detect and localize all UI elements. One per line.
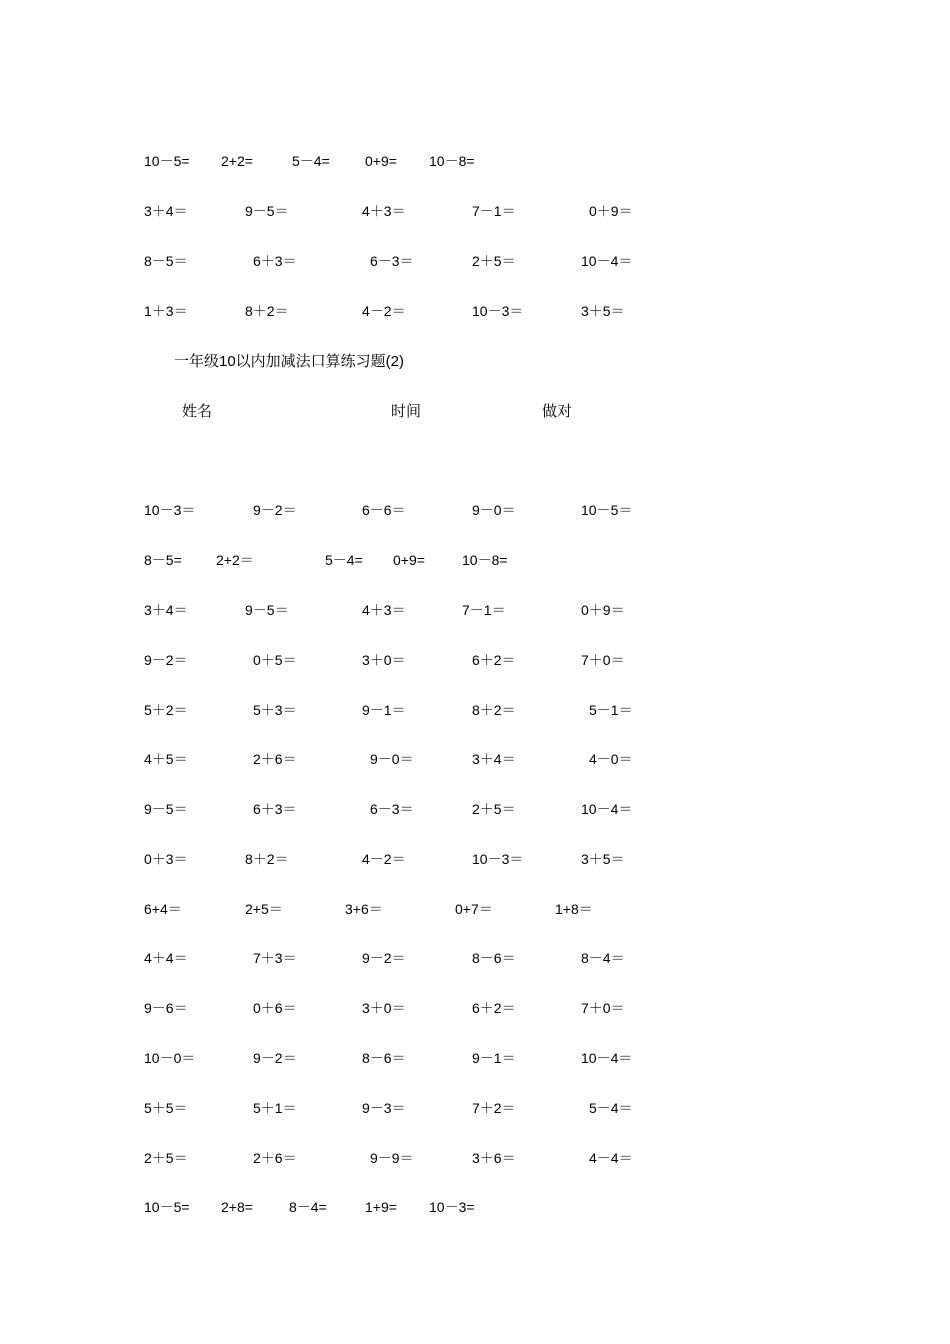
problem-item: 6－3＝ bbox=[370, 801, 414, 817]
problem-item: 10－3＝ bbox=[472, 303, 524, 319]
problem-item: 10－5＝ bbox=[581, 502, 633, 518]
problem-item: 4＋3＝ bbox=[362, 602, 406, 618]
problem-item: 7－1＝ bbox=[472, 203, 516, 219]
problem-item: 8－6＝ bbox=[362, 1050, 406, 1066]
problem-item: 9－1＝ bbox=[362, 702, 406, 718]
problem-item: 9－5＝ bbox=[245, 602, 289, 618]
problem-item: 9－2＝ bbox=[253, 1050, 297, 1066]
problem-item: 5＋1＝ bbox=[253, 1100, 297, 1116]
problem-item: 4－4＝ bbox=[589, 1150, 633, 1166]
problem-item: 4＋5＝ bbox=[144, 751, 188, 767]
problem-row bbox=[0, 249, 950, 273]
problem-item: 3＋0＝ bbox=[362, 1000, 406, 1016]
problem-item: 4＋3＝ bbox=[362, 203, 406, 219]
problem-row bbox=[0, 996, 950, 1020]
problem-item: 10－3＝ bbox=[144, 502, 196, 518]
problem-item: 0＋9＝ bbox=[589, 203, 633, 219]
problem-item: 6＋2＝ bbox=[472, 1000, 516, 1016]
problem-item: 0＋3＝ bbox=[144, 851, 188, 867]
problem-item: 9－3＝ bbox=[362, 1100, 406, 1116]
correct-count-label: 做对 bbox=[542, 403, 573, 420]
problem-item: 3＋0＝ bbox=[362, 652, 406, 668]
problem-item: 7＋3＝ bbox=[253, 950, 297, 966]
problem-item: 2+2= bbox=[221, 153, 253, 169]
problem-item: 10－5= bbox=[144, 1199, 190, 1215]
problem-item: 3＋6＝ bbox=[472, 1150, 516, 1166]
problem-item: 7－1＝ bbox=[462, 602, 506, 618]
problem-row bbox=[0, 598, 950, 622]
problem-item: 10－4＝ bbox=[581, 253, 633, 269]
problem-item: 1+9= bbox=[365, 1199, 397, 1215]
problem-item: 3＋4＝ bbox=[472, 751, 516, 767]
name-label: 姓名 bbox=[182, 403, 213, 420]
time-label: 时间 bbox=[391, 403, 422, 420]
problem-row bbox=[0, 946, 950, 970]
problem-row bbox=[0, 1195, 950, 1219]
problem-item: 10－8= bbox=[429, 153, 475, 169]
problem-item: 2＋5＝ bbox=[472, 253, 516, 269]
problem-item: 4－2＝ bbox=[362, 851, 406, 867]
problem-item: 6－6＝ bbox=[362, 502, 406, 518]
problem-item: 0＋9＝ bbox=[581, 602, 625, 618]
problem-item: 4＋4＝ bbox=[144, 950, 188, 966]
problem-item: 3＋5＝ bbox=[581, 851, 625, 867]
problem-item: 8＋2＝ bbox=[472, 702, 516, 718]
problem-item: 7＋0＝ bbox=[581, 1000, 625, 1016]
problem-item: 9－2＝ bbox=[144, 652, 188, 668]
problem-item: 2＋5＝ bbox=[144, 1150, 188, 1166]
problem-row bbox=[0, 1096, 950, 1120]
problem-item: 3+6＝ bbox=[345, 901, 383, 917]
problem-item: 2+2＝ bbox=[216, 552, 254, 568]
problem-item: 9－1＝ bbox=[472, 1050, 516, 1066]
problem-item: 6＋3＝ bbox=[253, 801, 297, 817]
problem-item: 7＋2＝ bbox=[472, 1100, 516, 1116]
problem-item: 0＋5＝ bbox=[253, 652, 297, 668]
problem-item: 3＋4＝ bbox=[144, 203, 188, 219]
problem-item: 1＋3＝ bbox=[144, 303, 188, 319]
problem-item: 4－0＝ bbox=[589, 751, 633, 767]
problem-item: 9－0＝ bbox=[472, 502, 516, 518]
problem-item: 9－9＝ bbox=[370, 1150, 414, 1166]
problem-item: 5－4= bbox=[292, 153, 330, 169]
problem-row bbox=[0, 199, 950, 223]
problem-item: 9－2＝ bbox=[362, 950, 406, 966]
problem-item: 6＋2＝ bbox=[472, 652, 516, 668]
problem-row bbox=[0, 897, 950, 921]
problem-item: 10－4＝ bbox=[581, 801, 633, 817]
problem-item: 0＋6＝ bbox=[253, 1000, 297, 1016]
problem-row bbox=[0, 698, 950, 722]
section-title: 一年级10以内加减法口算练习题(2) bbox=[174, 353, 405, 370]
problem-item: 8－5＝ bbox=[144, 253, 188, 269]
problem-row bbox=[0, 648, 950, 672]
problem-row bbox=[0, 1046, 950, 1070]
problem-row bbox=[0, 548, 950, 572]
problem-item: 2+8= bbox=[221, 1199, 253, 1215]
problem-item: 8－4= bbox=[289, 1199, 327, 1215]
problem-item: 9－5＝ bbox=[144, 801, 188, 817]
problem-item: 6+4＝ bbox=[144, 901, 182, 917]
problem-item: 5－4＝ bbox=[589, 1100, 633, 1116]
problem-item: 9－5＝ bbox=[245, 203, 289, 219]
problem-item: 3＋4＝ bbox=[144, 602, 188, 618]
problem-item: 10－4＝ bbox=[581, 1050, 633, 1066]
problem-item: 3＋5＝ bbox=[581, 303, 625, 319]
problem-item: 9－6＝ bbox=[144, 1000, 188, 1016]
problem-item: 8－5= bbox=[144, 552, 182, 568]
problem-item: 6－3＝ bbox=[370, 253, 414, 269]
problem-item: 2＋6＝ bbox=[253, 1150, 297, 1166]
problem-row bbox=[0, 847, 950, 871]
problem-row bbox=[0, 498, 950, 522]
problem-item: 5－1＝ bbox=[589, 702, 633, 718]
problem-item: 0+9= bbox=[365, 153, 397, 169]
problem-item: 10－5= bbox=[144, 153, 190, 169]
problem-row bbox=[0, 299, 950, 323]
problem-item: 6＋3＝ bbox=[253, 253, 297, 269]
problem-row bbox=[0, 797, 950, 821]
problem-item: 10－0＝ bbox=[144, 1050, 196, 1066]
problem-item: 0+9= bbox=[393, 552, 425, 568]
problem-item: 2＋5＝ bbox=[472, 801, 516, 817]
problem-item: 5＋3＝ bbox=[253, 702, 297, 718]
problem-item: 9－0＝ bbox=[370, 751, 414, 767]
problem-item: 7＋0＝ bbox=[581, 652, 625, 668]
problem-row bbox=[0, 1146, 950, 1170]
problem-item: 2＋6＝ bbox=[253, 751, 297, 767]
problem-item: 10－3＝ bbox=[472, 851, 524, 867]
problem-item: 5－4= bbox=[325, 552, 363, 568]
problem-item: 2+5＝ bbox=[245, 901, 283, 917]
problem-item: 8－4＝ bbox=[581, 950, 625, 966]
problem-row bbox=[0, 149, 950, 173]
problem-item: 5＋2＝ bbox=[144, 702, 188, 718]
problem-row bbox=[0, 747, 950, 771]
problem-item: 4－2＝ bbox=[362, 303, 406, 319]
problem-item: 10－8= bbox=[462, 552, 508, 568]
problem-item: 8－6＝ bbox=[472, 950, 516, 966]
problem-item: 8＋2＝ bbox=[245, 303, 289, 319]
problem-item: 8＋2＝ bbox=[245, 851, 289, 867]
problem-item: 5＋5＝ bbox=[144, 1100, 188, 1116]
problem-item: 10－3= bbox=[429, 1199, 475, 1215]
problem-item: 1+8＝ bbox=[555, 901, 593, 917]
problem-item: 9－2＝ bbox=[253, 502, 297, 518]
problem-item: 0+7＝ bbox=[455, 901, 493, 917]
